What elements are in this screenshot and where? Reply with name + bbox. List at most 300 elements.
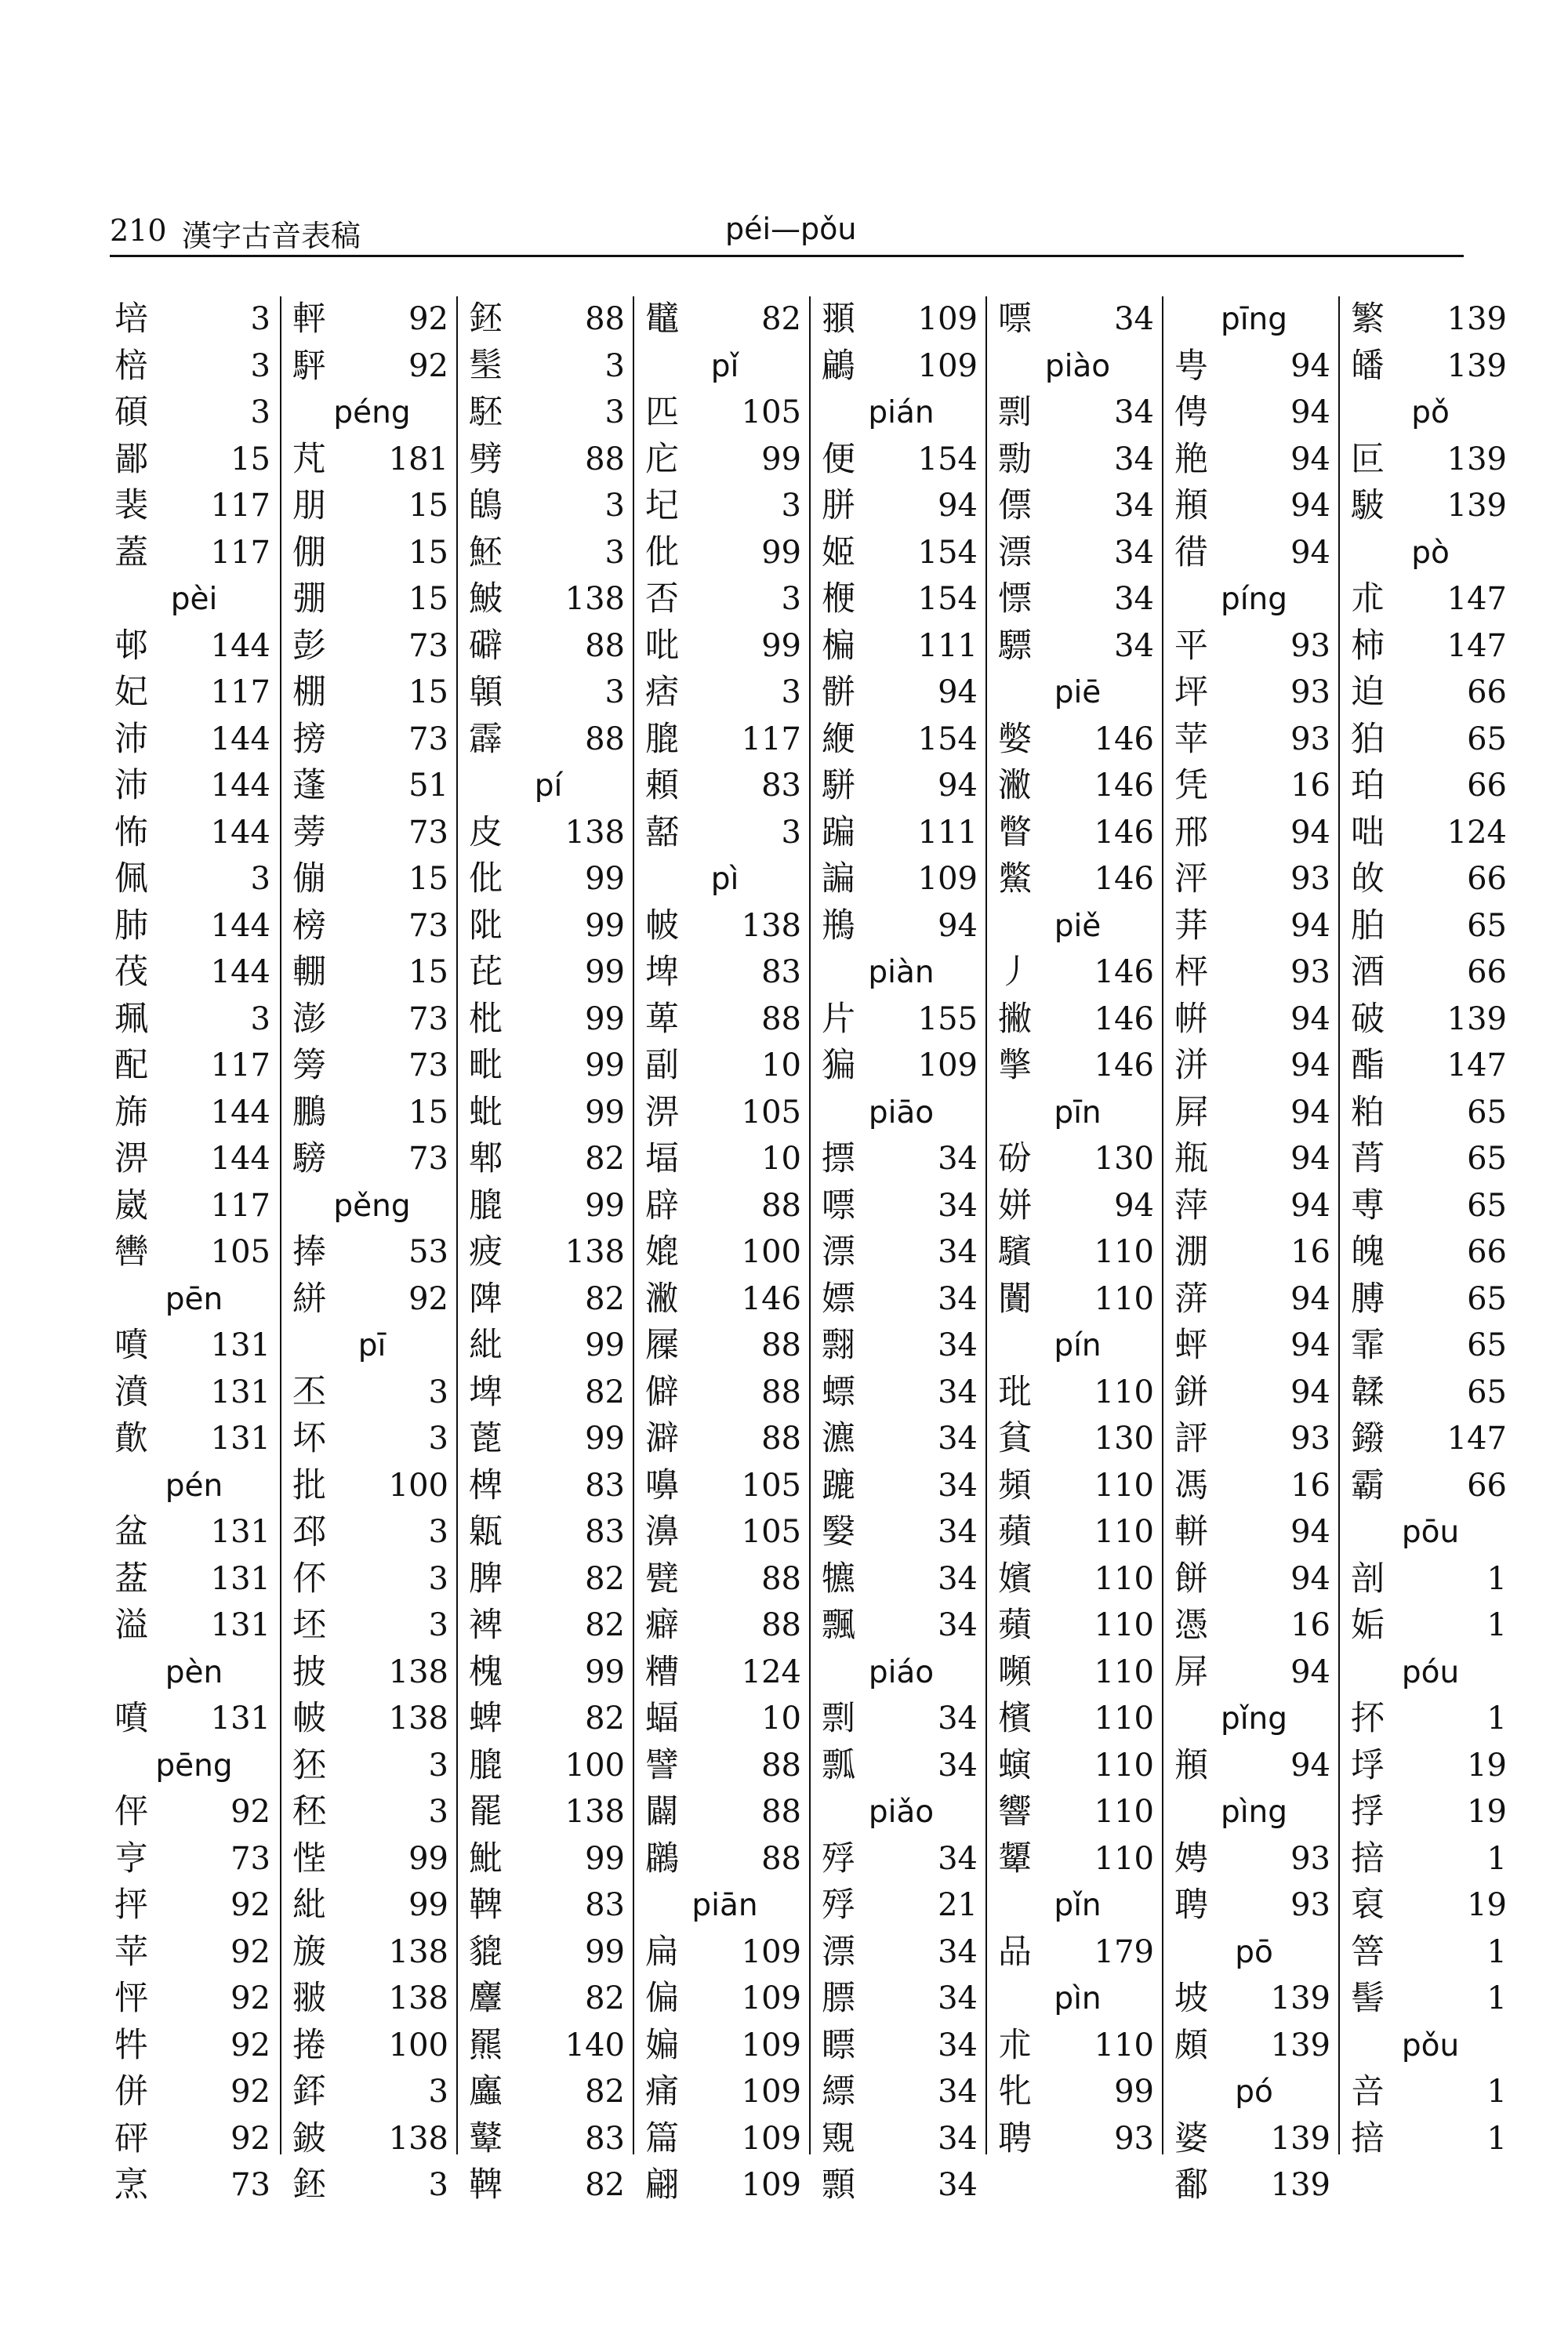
entry-character: 瞟 bbox=[822, 2025, 855, 2065]
entry-character: 鞞 bbox=[469, 2165, 503, 2205]
entry-row bbox=[817, 1043, 985, 1089]
entry-page-number: 3 bbox=[428, 2167, 448, 2203]
entry-row bbox=[641, 717, 809, 763]
entry-page-number: 10 bbox=[761, 1047, 801, 1083]
entry-page-number: 73 bbox=[408, 814, 448, 851]
entry-page-number: 3 bbox=[428, 1794, 448, 1830]
entry-row bbox=[641, 996, 809, 1043]
entry-page-number: 130 bbox=[1094, 1421, 1154, 1457]
entry-character: 猵 bbox=[822, 1046, 855, 1085]
entry-page-number: 140 bbox=[564, 2027, 625, 2063]
entry-row bbox=[288, 996, 456, 1043]
entry-character: 澎 bbox=[292, 999, 326, 1039]
entry-row bbox=[1346, 810, 1515, 856]
entry-page-number: 82 bbox=[585, 1607, 625, 1643]
entry-character: 併 bbox=[114, 2072, 148, 2111]
entry-character: 餅 bbox=[1174, 1559, 1208, 1599]
entry-row bbox=[1170, 1509, 1338, 1555]
pinyin-heading-text: pián bbox=[868, 395, 935, 430]
entry-character: 濞 bbox=[645, 1512, 679, 1552]
entry-page-number: 1 bbox=[1486, 1980, 1507, 2016]
entry-page-number: 100 bbox=[388, 2027, 448, 2063]
entry-page-number: 82 bbox=[585, 2167, 625, 2203]
entry-character: 淠 bbox=[114, 1139, 148, 1178]
entry-page-number: 34 bbox=[938, 1840, 978, 1877]
entry-page-number: 110 bbox=[1094, 1514, 1154, 1550]
entry-row bbox=[464, 1043, 633, 1089]
entry-character: 聘 bbox=[1174, 1886, 1208, 1925]
entry-page-number: 110 bbox=[1094, 1560, 1154, 1597]
entry-row bbox=[817, 1136, 985, 1182]
entry-page-number: 92 bbox=[230, 1933, 270, 1970]
entry-character: 粕 bbox=[1351, 1092, 1385, 1132]
entry-row bbox=[110, 623, 278, 670]
pinyin-heading bbox=[288, 1183, 456, 1229]
entry-character: 潎 bbox=[998, 766, 1032, 805]
entry-character: 莦 bbox=[1351, 1139, 1385, 1178]
entry-row bbox=[817, 1696, 985, 1742]
entry-row bbox=[1170, 390, 1338, 436]
entry-row bbox=[993, 2069, 1162, 2115]
entry-character: 坏 bbox=[292, 1419, 326, 1458]
entry-page-number: 3 bbox=[604, 674, 625, 710]
entry-character: 埤 bbox=[469, 1372, 503, 1412]
pinyin-heading-text: pǒ bbox=[1411, 395, 1450, 430]
entry-character: 伓 bbox=[292, 1559, 326, 1599]
entry-row bbox=[641, 763, 809, 809]
entry-page-number: 82 bbox=[761, 301, 801, 337]
entry-row bbox=[1170, 483, 1338, 529]
entry-page-number: 34 bbox=[938, 1467, 978, 1504]
entry-page-number: 105 bbox=[741, 394, 801, 430]
entry-row bbox=[993, 1463, 1162, 1509]
entry-page-number: 34 bbox=[938, 1234, 978, 1270]
entry-page-number: 3 bbox=[428, 1607, 448, 1643]
entry-page-number: 34 bbox=[1114, 301, 1154, 337]
entry-page-number: 99 bbox=[585, 954, 625, 990]
entry-page-number: 111 bbox=[917, 627, 978, 664]
entry-page-number: 110 bbox=[1094, 1234, 1154, 1270]
entry-page-number: 15 bbox=[408, 1094, 448, 1131]
entry-row bbox=[993, 296, 1162, 343]
entry-row bbox=[1346, 1789, 1515, 1835]
entry-page-number: 109 bbox=[917, 861, 978, 897]
entry-character: 諞 bbox=[822, 859, 855, 898]
entry-row bbox=[288, 1602, 456, 1649]
entry-row bbox=[110, 1696, 278, 1742]
entry-character: 怦 bbox=[114, 1979, 148, 2018]
entry-character: 礔 bbox=[469, 626, 503, 666]
entry-character: 尃 bbox=[1351, 1185, 1385, 1225]
entry-page-number: 147 bbox=[1446, 627, 1507, 664]
entry-row bbox=[1170, 2162, 1338, 2209]
entry-row bbox=[993, 483, 1162, 529]
entry-page-number: 73 bbox=[230, 2167, 270, 2203]
entry-character: 旆 bbox=[114, 1092, 148, 1132]
entry-page-number: 99 bbox=[585, 1187, 625, 1224]
entry-row bbox=[1346, 1696, 1515, 1742]
entry-page-number: 93 bbox=[1290, 861, 1330, 897]
entry-row bbox=[993, 1743, 1162, 1789]
entry-page-number: 155 bbox=[917, 1000, 978, 1037]
entry-row bbox=[1170, 1602, 1338, 1649]
entry-page-number: 146 bbox=[1094, 814, 1154, 851]
entry-row bbox=[817, 1836, 985, 1882]
entry-row bbox=[993, 1696, 1162, 1742]
entry-row bbox=[817, 670, 985, 716]
entry-character: 髻 bbox=[1351, 1979, 1385, 2018]
entry-row bbox=[1170, 1370, 1338, 1416]
entry-page-number: 53 bbox=[408, 1234, 448, 1270]
entry-page-number: 34 bbox=[1114, 534, 1154, 571]
entry-row bbox=[110, 763, 278, 809]
entry-row bbox=[993, 437, 1162, 483]
entry-page-number: 109 bbox=[741, 2167, 801, 2203]
column-divider bbox=[280, 296, 281, 2154]
entry-page-number: 34 bbox=[938, 1280, 978, 1317]
entry-row bbox=[288, 483, 456, 529]
pinyin-range: péi—pǒu bbox=[725, 212, 857, 246]
pinyin-heading-text: pò bbox=[1411, 535, 1450, 571]
entry-page-number: 82 bbox=[585, 1280, 625, 1317]
entry-row bbox=[993, 1229, 1162, 1276]
entry-character: 甈 bbox=[469, 1512, 503, 1552]
entry-row bbox=[993, 763, 1162, 809]
entry-row bbox=[110, 949, 278, 996]
entry-row bbox=[288, 856, 456, 902]
entry-character: 庀 bbox=[645, 439, 679, 479]
entry-page-number: 94 bbox=[1290, 1653, 1330, 1690]
pinyin-heading bbox=[993, 670, 1162, 716]
entry-page-number: 3 bbox=[428, 2074, 448, 2110]
entry-row bbox=[464, 390, 633, 436]
entry-row bbox=[817, 1976, 985, 2022]
entry-page-number: 34 bbox=[938, 1327, 978, 1363]
entry-row bbox=[817, 1416, 985, 1462]
entry-character: 嫖 bbox=[822, 1279, 855, 1319]
entry-row bbox=[1346, 763, 1515, 809]
entry-character: 椑 bbox=[469, 1465, 503, 1505]
entry-page-number: 82 bbox=[585, 2074, 625, 2110]
entry-page-number: 82 bbox=[585, 1560, 625, 1597]
entry-page-number: 94 bbox=[1290, 907, 1330, 944]
entry-row bbox=[817, 1556, 985, 1602]
pinyin-heading-text: pěng bbox=[333, 1188, 411, 1224]
entry-row bbox=[288, 576, 456, 622]
entry-row bbox=[288, 530, 456, 576]
entry-character: 瞥 bbox=[998, 812, 1032, 852]
entry-character: 偏 bbox=[645, 1979, 679, 2018]
entry-page-number: 94 bbox=[1114, 1187, 1154, 1224]
entry-page-number: 88 bbox=[585, 720, 625, 757]
entry-character: 枇 bbox=[469, 999, 503, 1039]
entry-row bbox=[110, 1929, 278, 1976]
entry-row bbox=[817, 2023, 985, 2069]
entry-character: 淜 bbox=[1174, 1232, 1208, 1272]
entry-character: 掊 bbox=[1351, 2118, 1385, 2158]
entry-character: 蜱 bbox=[469, 1699, 503, 1738]
entry-row bbox=[110, 483, 278, 529]
entry-character: 頩 bbox=[1174, 486, 1208, 525]
entry-character: 圮 bbox=[645, 486, 679, 525]
page-number: 210 bbox=[110, 213, 167, 248]
entry-page-number: 144 bbox=[210, 954, 270, 990]
entry-character: 彭 bbox=[292, 626, 326, 666]
entry-page-number: 65 bbox=[1467, 1327, 1507, 1363]
entry-row bbox=[1170, 530, 1338, 576]
entry-character: 銔 bbox=[292, 2072, 326, 2111]
pinyin-heading bbox=[817, 390, 985, 436]
entry-character: 犥 bbox=[822, 1559, 855, 1599]
pinyin-heading bbox=[1170, 576, 1338, 622]
entry-page-number: 94 bbox=[938, 674, 978, 710]
entry-row bbox=[1170, 1090, 1338, 1136]
entry-character: 姬 bbox=[822, 532, 855, 572]
entry-character: 枰 bbox=[1174, 953, 1208, 992]
entry-page-number: 34 bbox=[938, 1607, 978, 1643]
entry-character: 茷 bbox=[114, 953, 148, 992]
entry-page-number: 66 bbox=[1467, 674, 1507, 710]
entry-page-number: 139 bbox=[1270, 2027, 1330, 2063]
entry-character: 皤 bbox=[1351, 346, 1385, 386]
entry-row bbox=[288, 670, 456, 716]
entry-page-number: 146 bbox=[1094, 1000, 1154, 1037]
entry-character: 荓 bbox=[1174, 906, 1208, 946]
entry-page-number: 124 bbox=[741, 1653, 801, 1690]
entry-page-number: 99 bbox=[761, 534, 801, 571]
entry-character: 驞 bbox=[998, 1232, 1032, 1272]
pinyin-heading-text: pǐ bbox=[710, 348, 739, 384]
entry-page-number: 34 bbox=[938, 1374, 978, 1410]
entry-row bbox=[464, 1836, 633, 1882]
entry-character: 毗 bbox=[469, 1046, 503, 1085]
entry-character: 魮 bbox=[469, 1838, 503, 1878]
pinyin-heading-text: pīn bbox=[1054, 1094, 1102, 1131]
entry-page-number: 117 bbox=[210, 488, 270, 524]
entry-page-number: 3 bbox=[781, 488, 801, 524]
entry-row bbox=[288, 1463, 456, 1509]
entry-page-number: 144 bbox=[210, 814, 270, 851]
entry-character: 嚭 bbox=[645, 812, 679, 852]
entry-row bbox=[1170, 996, 1338, 1043]
entry-page-number: 131 bbox=[210, 1327, 270, 1363]
entry-character: 翲 bbox=[822, 1326, 855, 1365]
column-divider bbox=[1162, 296, 1163, 2154]
entry-page-number: 3 bbox=[250, 394, 270, 430]
entry-row bbox=[817, 483, 985, 529]
entry-character: 蓖 bbox=[469, 1419, 503, 1458]
entry-page-number: 146 bbox=[741, 1280, 801, 1317]
entry-character: 棚 bbox=[292, 673, 326, 712]
entry-page-number: 88 bbox=[761, 1187, 801, 1224]
entry-row bbox=[1346, 1602, 1515, 1649]
entry-page-number: 94 bbox=[938, 907, 978, 944]
entry-character: 撇 bbox=[998, 999, 1032, 1039]
entry-page-number: 93 bbox=[1290, 674, 1330, 710]
pinyin-heading-text: pó bbox=[1235, 2074, 1273, 2110]
entry-row bbox=[1346, 717, 1515, 763]
entry-character: 捲 bbox=[292, 2025, 326, 2065]
entry-page-number: 94 bbox=[1290, 1094, 1330, 1131]
entry-row bbox=[817, 296, 985, 343]
entry-row bbox=[817, 343, 985, 390]
entry-character: 螵 bbox=[822, 1372, 855, 1412]
entry-character: 繁 bbox=[1351, 299, 1385, 339]
entry-character: 顠 bbox=[822, 2165, 855, 2205]
entry-page-number: 34 bbox=[938, 2167, 978, 2203]
entry-row bbox=[110, 1556, 278, 1602]
entry-row bbox=[817, 1929, 985, 1976]
entry-character: 辟 bbox=[645, 1185, 679, 1225]
entry-row bbox=[993, 1556, 1162, 1602]
entry-character: 歕 bbox=[114, 1419, 148, 1458]
entry-row bbox=[641, 1136, 809, 1182]
entry-row bbox=[110, 1183, 278, 1229]
entry-row bbox=[288, 1229, 456, 1276]
entry-page-number: 92 bbox=[230, 2074, 270, 2110]
entry-row bbox=[817, 576, 985, 622]
entry-character: 頻 bbox=[998, 1465, 1032, 1505]
entry-page-number: 99 bbox=[1114, 2074, 1154, 2110]
entry-row bbox=[993, 1136, 1162, 1182]
entry-character: 頩 bbox=[1174, 1745, 1208, 1785]
entry-page-number: 66 bbox=[1467, 954, 1507, 990]
entry-character: 飄 bbox=[822, 1606, 855, 1645]
entry-character: 俜 bbox=[1174, 393, 1208, 432]
entry-page-number: 181 bbox=[388, 441, 448, 477]
entry-character: 緶 bbox=[822, 719, 855, 759]
entry-row bbox=[288, 1743, 456, 1789]
entry-row bbox=[110, 390, 278, 436]
entry-page-number: 109 bbox=[741, 2027, 801, 2063]
entry-page-number: 92 bbox=[408, 1280, 448, 1317]
entry-page-number: 131 bbox=[210, 1374, 270, 1410]
entry-row bbox=[464, 1416, 633, 1462]
entry-row bbox=[464, 949, 633, 996]
entry-character: 紕 bbox=[292, 1886, 326, 1925]
entry-character: 劈 bbox=[469, 439, 503, 479]
entry-row bbox=[464, 437, 633, 483]
entry-row bbox=[641, 1509, 809, 1555]
entry-page-number: 93 bbox=[1290, 1840, 1330, 1877]
entry-character: 噴 bbox=[114, 1326, 148, 1365]
entry-page-number: 110 bbox=[1094, 1794, 1154, 1830]
entry-row bbox=[641, 1929, 809, 1976]
pinyin-heading bbox=[110, 576, 278, 622]
entry-row bbox=[288, 437, 456, 483]
entry-character: 轡 bbox=[114, 1232, 148, 1272]
entry-character: 紕 bbox=[469, 1326, 503, 1365]
entry-character: 蚍 bbox=[469, 1092, 503, 1132]
entry-row bbox=[641, 1696, 809, 1742]
entry-row bbox=[641, 1090, 809, 1136]
pinyin-heading bbox=[993, 1090, 1162, 1136]
entry-row bbox=[1346, 576, 1515, 622]
entry-row bbox=[1170, 1976, 1338, 2022]
entry-character: 埤 bbox=[645, 953, 679, 992]
entry-character: 蓱 bbox=[1174, 1279, 1208, 1319]
entry-page-number: 88 bbox=[761, 1560, 801, 1597]
entry-row bbox=[110, 1043, 278, 1089]
pinyin-heading bbox=[288, 390, 456, 436]
entry-row bbox=[110, 1509, 278, 1555]
entry-row bbox=[288, 1556, 456, 1602]
entry-page-number: 3 bbox=[428, 1374, 448, 1410]
entry-page-number: 146 bbox=[1094, 720, 1154, 757]
entry-character: 珀 bbox=[1351, 766, 1385, 805]
entry-row bbox=[993, 530, 1162, 576]
entry-page-number: 65 bbox=[1467, 1187, 1507, 1224]
entry-page-number: 109 bbox=[741, 1933, 801, 1970]
entry-character: 響 bbox=[998, 1792, 1032, 1831]
entry-page-number: 3 bbox=[428, 1560, 448, 1597]
entry-page-number: 1 bbox=[1486, 1560, 1507, 1597]
entry-character: 牪 bbox=[114, 2025, 148, 2065]
entry-row bbox=[464, 670, 633, 716]
entry-page-number: 73 bbox=[230, 1840, 270, 1877]
pinyin-heading bbox=[110, 1463, 278, 1509]
pinyin-heading bbox=[110, 1650, 278, 1696]
entry-row bbox=[641, 623, 809, 670]
entry-character: 胼 bbox=[822, 486, 855, 525]
entry-row bbox=[817, 1602, 985, 1649]
entry-character: 膍 bbox=[469, 1745, 503, 1785]
entry-page-number: 34 bbox=[938, 1980, 978, 2016]
entry-page-number: 105 bbox=[741, 1467, 801, 1504]
entry-row bbox=[993, 1370, 1162, 1416]
entry-page-number: 138 bbox=[388, 1700, 448, 1737]
entry-page-number: 88 bbox=[585, 441, 625, 477]
entry-page-number: 94 bbox=[938, 488, 978, 524]
entry-page-number: 83 bbox=[761, 768, 801, 804]
entry-page-number: 144 bbox=[210, 720, 270, 757]
pinyin-heading-text: piào bbox=[1044, 348, 1111, 384]
entry-row bbox=[993, 1836, 1162, 1882]
entry-row bbox=[1170, 1416, 1338, 1462]
entry-page-number: 99 bbox=[761, 441, 801, 477]
pinyin-heading bbox=[641, 343, 809, 390]
header-rule bbox=[110, 255, 1464, 257]
entry-page-number: 73 bbox=[408, 1141, 448, 1177]
entry-page-number: 3 bbox=[604, 347, 625, 384]
entry-page-number: 109 bbox=[741, 1980, 801, 2016]
entry-page-number: 94 bbox=[1290, 1000, 1330, 1037]
entry-character: 裴 bbox=[114, 486, 148, 525]
entry-row bbox=[1170, 2116, 1338, 2162]
entry-page-number: 146 bbox=[1094, 1047, 1154, 1083]
entry-character: 膊 bbox=[1351, 1279, 1385, 1319]
entry-page-number: 34 bbox=[1114, 581, 1154, 617]
entry-row bbox=[110, 530, 278, 576]
entry-character: 馮 bbox=[1174, 1465, 1208, 1505]
entry-row bbox=[110, 1370, 278, 1416]
entry-row bbox=[110, 996, 278, 1043]
entry-character: 咄 bbox=[1351, 812, 1385, 852]
entry-character: 佩 bbox=[114, 859, 148, 898]
entry-row bbox=[288, 1509, 456, 1555]
entry-row bbox=[1346, 1463, 1515, 1509]
entry-row bbox=[288, 2116, 456, 2162]
entry-page-number: 88 bbox=[761, 1327, 801, 1363]
entry-row bbox=[1170, 1136, 1338, 1182]
entry-row bbox=[464, 483, 633, 529]
entry-row bbox=[288, 1696, 456, 1742]
entry-page-number: 109 bbox=[917, 1047, 978, 1083]
entry-character: 駍 bbox=[292, 346, 326, 386]
entry-row bbox=[288, 1043, 456, 1089]
entry-page-number: 34 bbox=[1114, 441, 1154, 477]
entry-page-number: 94 bbox=[1290, 394, 1330, 430]
